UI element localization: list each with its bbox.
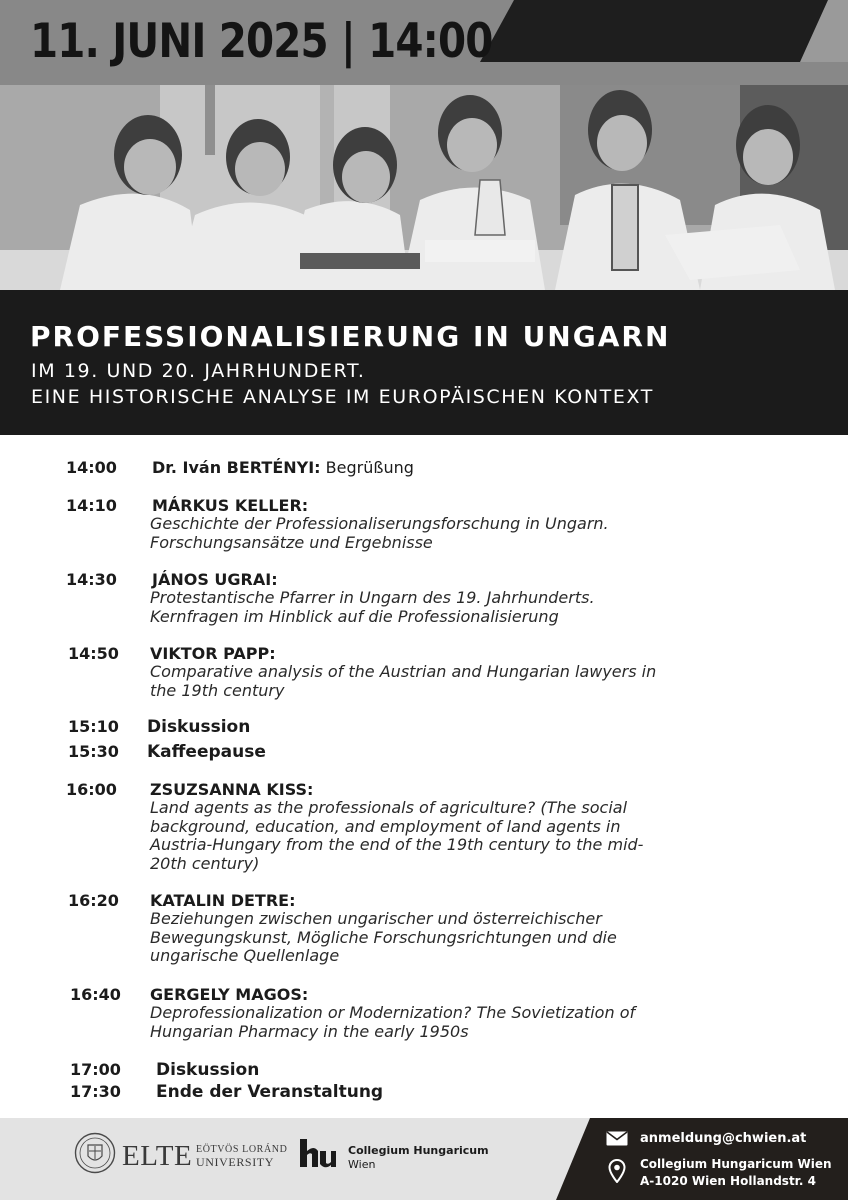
top-banner-dark-stripe [480, 0, 848, 62]
topic-line: 20th century) [150, 853, 260, 873]
topic-line: Land agents as the professionals of agriculture? (The social [150, 798, 628, 817]
topic-line: Geschichte der Professionaliserungsforschung in Ungarn. [150, 514, 609, 533]
program-time: 17:30 [70, 1082, 121, 1101]
program-time: 14:30 [66, 570, 117, 589]
program-speaker [152, 458, 414, 477]
topic-line: background, education, and employment of land agents in [150, 816, 621, 836]
program-speaker: VIKTOR PAPP: [150, 644, 276, 663]
contact-email[interactable]: anmeldung@chwien.at [640, 1131, 807, 1146]
program-label: Diskussion [147, 717, 251, 737]
topic-line: Kernfragen im Hinblick auf die Professionalisierung [150, 606, 559, 626]
topic-line: Bewegungskunst, Mögliche Forschungsrichtungen und die [150, 927, 617, 947]
program-time: 16:00 [66, 780, 117, 799]
event-date-time: 11. JUNI 2025 | 14:00 [30, 14, 493, 69]
topic-line: Deprofessionalization or Modernization? The Sovietization of [150, 1003, 636, 1022]
program-topic [150, 910, 790, 966]
event-title: PROFESSIONALISIERUNG IN UNGARN [30, 320, 671, 353]
program-topic [150, 799, 790, 873]
topic-line: Beziehungen zwischen ungarischer und österreichischer [150, 909, 602, 928]
topic-line: Forschungsansätze und Ergebnisse [150, 532, 433, 552]
program-topic [150, 663, 790, 700]
elte-logo-line-2: UNIVERSITY [196, 1155, 274, 1169]
collegium-hungaricum-logo-icon [298, 1137, 338, 1169]
program-speaker: JÁNOS UGRAI: [152, 570, 278, 589]
location-pin-icon [608, 1159, 626, 1183]
program-topic [150, 1004, 790, 1041]
contact-address-line-2: A-1020 Wien Hollandstr. 4 [640, 1174, 816, 1188]
program-time: 15:30 [68, 742, 119, 761]
historic-photo-illustration [0, 85, 848, 290]
program-speaker: KATALIN DETRE: [150, 891, 296, 910]
title-block [0, 290, 848, 435]
program-label: Kaffeepause [147, 742, 266, 762]
collegium-hungaricum-city: Wien [348, 1158, 376, 1171]
topic-line: ungarische Quellenlage [150, 946, 340, 965]
topic-line: Austria-Hungary from the end of the 19th century to the mid- [150, 835, 644, 854]
program-label: Ende der Veranstaltung [156, 1082, 384, 1102]
event-subtitle-line-1: IM 19. UND 20. JAHRHUNDERT. [31, 360, 366, 382]
program-time: 14:00 [66, 458, 117, 477]
mail-icon [606, 1131, 628, 1146]
historic-photo [0, 85, 848, 290]
program-speaker: ZSUZSANNA KISS: [150, 780, 314, 799]
program-time: 14:10 [66, 496, 117, 515]
contact-address-line-1: Collegium Hungaricum Wien [640, 1157, 832, 1171]
program-role: Begrüßung [320, 458, 414, 477]
program-topic [150, 589, 790, 626]
program-label: Diskussion [156, 1060, 260, 1080]
program-topic [150, 515, 790, 552]
elte-seal-icon [74, 1132, 116, 1174]
speaker-name: Dr. Iván BERTÉNYI: [152, 458, 321, 477]
program-time: 17:00 [70, 1060, 121, 1079]
program-time: 14:50 [68, 644, 119, 663]
topic-line: Hungarian Pharmacy in the early 1950s [150, 1021, 469, 1041]
collegium-hungaricum-name: Collegium Hungaricum [348, 1144, 489, 1157]
topic-line: the 19th century [150, 680, 285, 700]
topic-line: Protestantische Pfarrer in Ungarn des 19. Jahrhunderts. [150, 588, 595, 607]
program-time: 16:20 [68, 891, 119, 910]
event-subtitle-line-2: EINE HISTORISCHE ANALYSE IM EUROPÄISCHEN KONTEXT [31, 386, 654, 408]
elte-logo-line-1: EÖTVÖS LORÁND [196, 1144, 288, 1155]
program-speaker: GERGELY MAGOS: [150, 985, 309, 1004]
program-speaker: MÁRKUS KELLER: [152, 496, 309, 515]
elte-logo-wordmark: ELTE [122, 1140, 193, 1172]
program-time: 16:40 [70, 985, 121, 1004]
topic-line: Comparative analysis of the Austrian and Hungarian lawyers in [150, 662, 657, 681]
program-time: 15:10 [68, 717, 119, 736]
